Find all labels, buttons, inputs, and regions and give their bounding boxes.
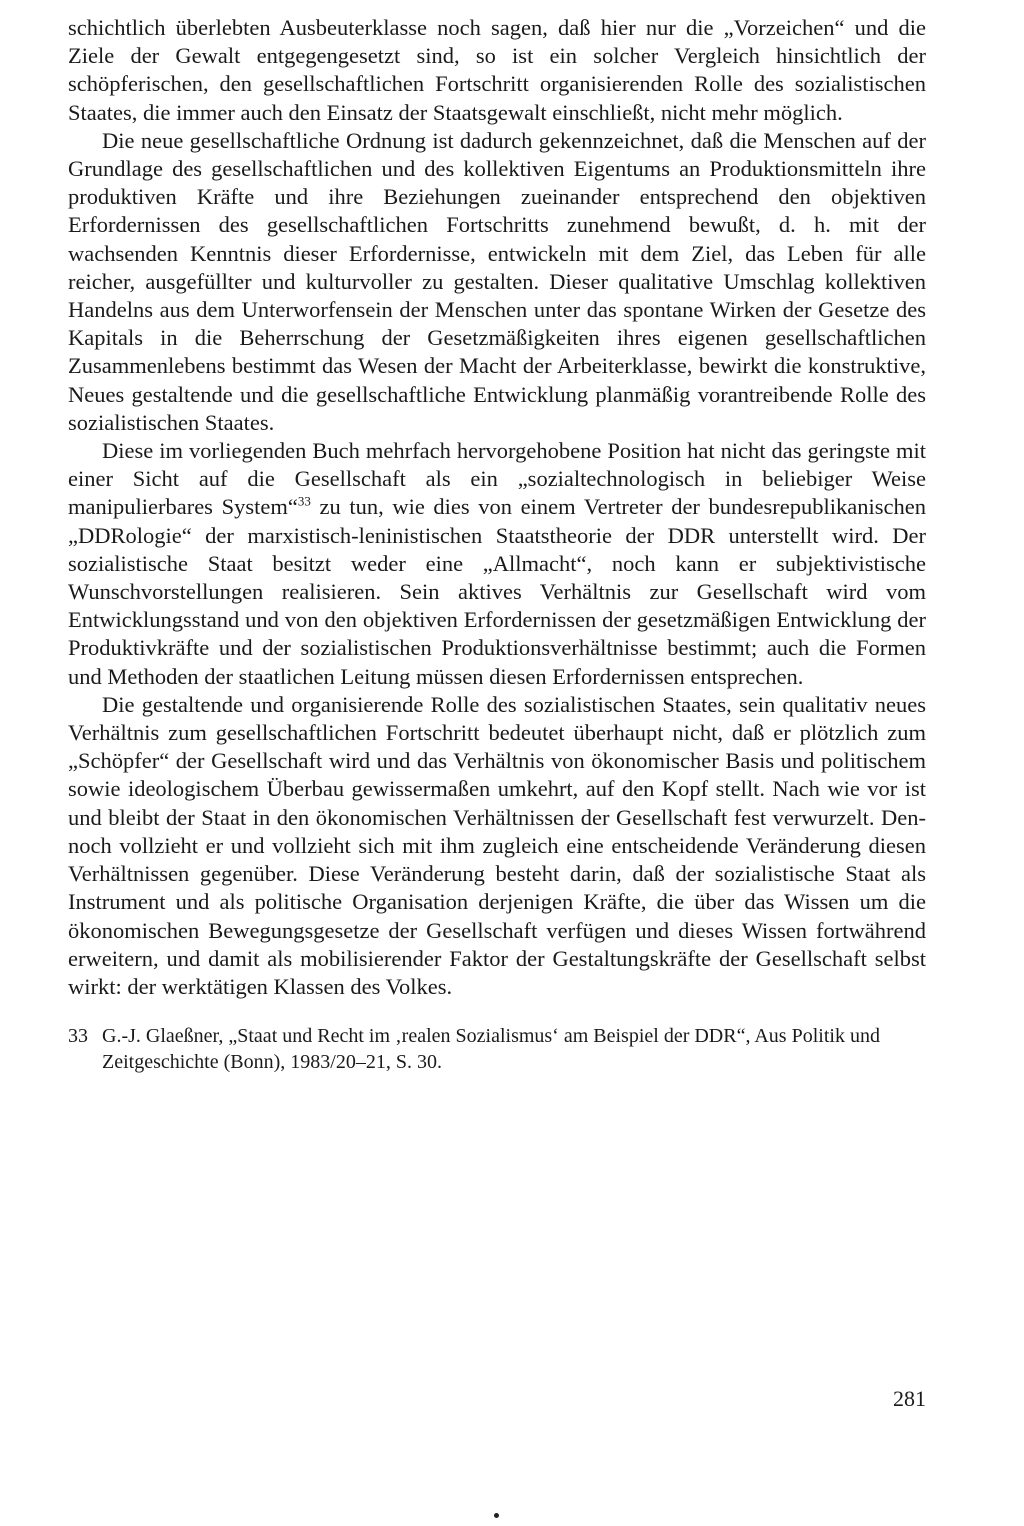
paragraph-3 [68,437,926,691]
footnote-text: G.-J. Glaeßner, „Staat und Recht im ‚realen Sozialismus‘ am Beispiel der DDR“, Aus Politik und Zeitgeschichte (Bonn), 1983/20–21, S. 30. [102,1025,880,1074]
paragraph-3-text-before: Diese im vorliegenden Buch mehrfach hervorgehobene Position hat nicht das geringste mit einer Sicht auf die Gesellschaft als ein „sozialtechnologisch in beliebiger Weise manipulierbares System“ [68,438,926,520]
paragraph-2: Die neue gesellschaftliche Ordnung ist dadurch gekennzeichnet, daß die Menschen auf der Grundlage des gesellschaftlichen und des kollektiven Eigentums an Produktionsmitteln ihre produktiven Kräfte und ihre Beziehungen zueinander entsprechend den objektiven Erfordernissen des gesellschaftlichen Fortschritts zunehmend bewußt, d. h. mit der wachsenden Kenntnis dieser Erfordernisse, entwickeln mit dem Ziel, das Leben für alle reicher, ausgefüllter und kulturvoller zu gestalten. Dieser qualitative Umschlag kollektiven Handelns aus dem Unterworfensein der Menschen unter das spontane Wirken der Gesetze des Kapitals in die Beherrschung der Gesetzmäßigkeiten ihres eigenen gesellschaftlichen Zusammenlebens bestimmt das Wesen der Macht der Arbeiterklasse, bewirkt die konstruktive, Neues gestaltende und die gesellschaftliche Entwicklung planmäßig vorantreibende Rolle des sozialistischen Staates. [68,127,926,435]
paragraph-4: Die gestaltende und organisierende Rolle des sozialistischen Staates, sein qualitativ neues Verhältnis zum gesellschaftlichen Fortschritt bedeutet überhaupt nicht, daß er plötzlich zum „Schöpfer“ der Gesellschaft wird und das Verhältnis von ökonomischer Basis und politischem sowie ideologischem Überbau gewissermaßen umkehrt, auf den Kopf stellt. Nach wie vor ist und bleibt der Staat in den ökonomischen Verhältnissen der Gesellschaft fest verwurzelt. Dennoch vollzieht er und vollzieht sich mit ihm zugleich eine entscheidende Veränderung diesen Verhältnissen gegenüber. Diese Veränderung besteht darin, daß der sozialistische Staat als Instrument und als politische Organisation derjenigen Kräfte, die über das Wissen um die ökonomischen Bewegungsgesetze der Gesellschaft verfügen und dieses Wissen fortwährend erweitern, und damit als mobilisierender Faktor der Gestaltungskräfte der Gesellschaft selbst wirkt: der werktätigen Klassen des Volkes. [68,691,926,999]
paragraph-3-text-after: zu tun, wie dies von einem Vertreter der bundesrepublikanischen „DDRologie“ der marxistisch-leninistischen Staatstheorie der DDR unterstellt wird. Der sozialistische Staat besitzt weder eine „Allmacht“, noch kann er subjektivistische Wunschvorstellungen realisieren. Sein aktives Verhältnis zur Gesellschaft wird vom Entwicklungsstand und von den objektiven Erfordernissen der gesetzmäßigen Entwicklung der Produktivkräfte und der sozialistischen Produktionsverhältnisse bestimmt; auch die Formen und Methoden der staatlichen Leitung müssen diesen Erfordernissen entsprechen. [68,494,926,689]
book-page [68,14,926,1075]
page-number: 281 [893,1386,926,1411]
footnote-reference: 33 [297,493,311,509]
footnote [68,1023,926,1075]
paragraph-1: schichtlich überlebten Ausbeuterklasse noch sagen, daß hier nur die „Vorzeichen“ und die Ziele der Gewalt entgegengesetzt sind, so ist ein solcher Vergleich hinsichtlich der schöpferischen, den gesellschaftlichen Fortschritt organisierenden Rolle des sozialistischen Staates, die immer auch den Einsatz der Staatsgewalt einschließt, nicht mehr möglich. [68,15,926,125]
print-speck-mark [494,1513,499,1518]
footnote-number: 33 [68,1025,88,1048]
